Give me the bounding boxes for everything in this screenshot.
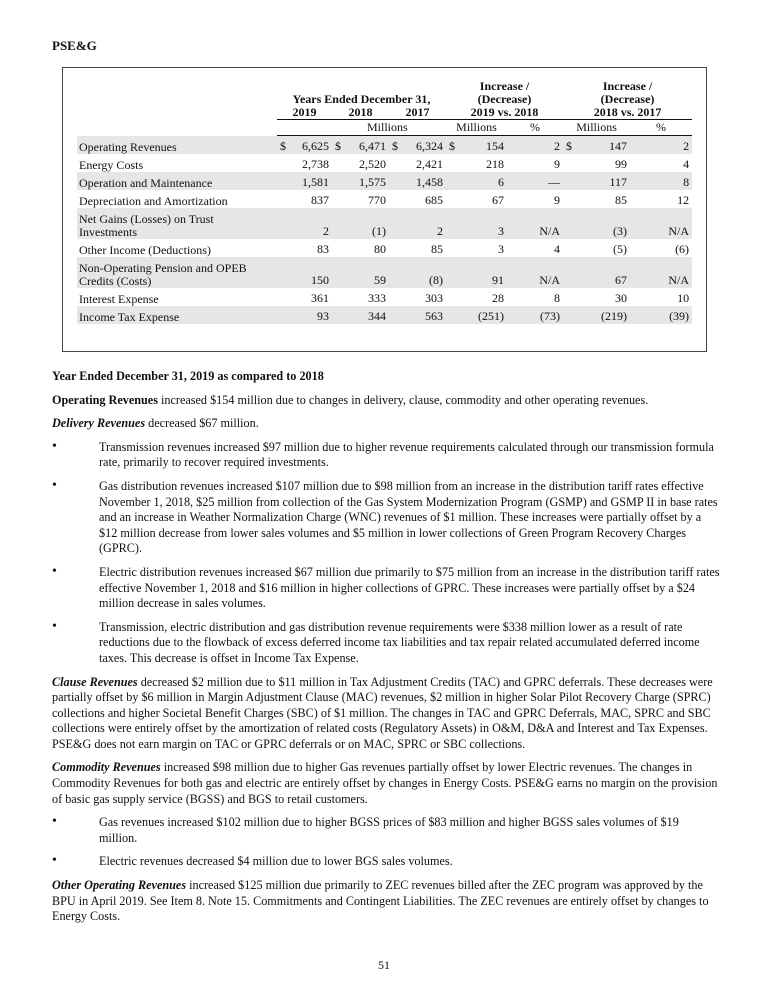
list-item: • Transmission revenues increased $97 million due to higher revenue requirements calculated through our transmission formula rate, primarily to recover required investments.: [52, 438, 714, 470]
units-percent-cmp1: %: [507, 120, 563, 136]
financial-table: [77, 80, 692, 324]
table-row: Net Gains (Losses) on Trust Investments 2 (1) 2 3 N/A (3) N/A: [77, 208, 692, 239]
year-2019-header: 2019: [277, 106, 332, 120]
comparison-2018-2017-header: 2018 vs. 2017: [563, 106, 692, 120]
increase-label-2: Increase /: [602, 79, 653, 93]
financial-table-box: [62, 67, 707, 352]
page-number: 51: [378, 958, 390, 972]
section-title: PSE&G: [52, 38, 97, 53]
bullet-icon: •: [52, 477, 57, 493]
subsection-heading: Year Ended December 31, 2019 as compared to 2018: [52, 369, 324, 383]
table-row: Operating Revenues $ 6,625 $ 6,471 $ 6,324 $ 154 2 $ 147 2: [77, 136, 692, 155]
bullet-icon: •: [52, 563, 57, 579]
paragraph-operating-revenues: Operating Revenues increased $154 million due to changes in delivery, clause, commodity and other operating revenues.: [52, 392, 649, 407]
paragraph-other-operating-revenues: Other Operating Revenues increased $125 million due primarily to ZEC revenues billed after the ZEC program was approved by the BPU in April 2019. See Item 8. Note 15. Commitments and Contingent Liabilities. The ZEC revenues are entirely offset by changes to Energy Costs.: [52, 878, 709, 924]
table-row: Non-Operating Pension and OPEB Credits (Costs) 150 59 (8) 91 N/A 67 N/A: [77, 257, 692, 288]
list-item: • Transmission, electric distribution and gas distribution revenue requirements were $338 million lower as a result of rate reductions due to the flowback of excess deferred income tax liabilities and tax repair related accumulated deferred income taxes. This decrease is offset in Income Tax Expense.: [52, 618, 700, 665]
paragraph-commodity-revenues: Commodity Revenues increased $98 million due to higher Gas revenues partially offset by lower Electric revenues. The changes in Commodity Revenues for both gas and electric are entirely offset by changes in Energy Costs. PSE&G earns no margin on the provision of basic gas supply service (BGSS) and BGS to retail customers.: [52, 760, 718, 806]
body-text: [52, 369, 720, 933]
bullet-icon: •: [52, 853, 57, 869]
list-item: • Gas revenues increased $102 million due to higher BGSS prices of $83 million and higher BGSS sales volumes of $19 million.: [52, 814, 679, 845]
table-row: Operation and Maintenance 1,581 1,575 1,458 6 — 117 8: [77, 172, 692, 190]
table-row: Depreciation and Amortization 837 770 685 67 9 85 12: [79, 193, 690, 208]
list-item: • Electric revenues decreased $4 million due to lower BGS sales volumes.: [52, 853, 453, 869]
comparison-2019-2018-header: 2019 vs. 2018: [446, 106, 563, 120]
bullet-icon: •: [52, 438, 57, 454]
list-item: • Gas distribution revenues increased $107 million due to $98 million from an increase in the distribution tariff rates effective November 1, 2018, $25 million from collection of the Gas System Modernization Program (GSMP) and GSMP II in base rates and an increase in Weather Normalization Charge (WNC) revenues of $1 million. These increases were partially offset by a $12 million decrease from lower sales volumes and $5 million in lower collections of Green Program Recovery Charges (GPRC).: [52, 477, 718, 556]
table-row: Energy Costs 2,738 2,520 2,421 218 9 99 4: [79, 157, 690, 172]
table-row: Other Income (Deductions) 83 80 85 3 4 (5) (6): [79, 242, 690, 257]
year-2018-header: 2018: [332, 106, 389, 120]
units-millions-cmp1: Millions: [446, 120, 507, 136]
increase-label-1: Increase /: [479, 79, 530, 93]
paragraph-clause-revenues: Clause Revenues decreased $2 million due to $11 million in Tax Adjustment Credits (TAC) and GPRC deferrals. These decreases were partially offset by $6 million in Margin Adjustment Clause (MAC) revenues, $2 million in higher Solar Pilot Recovery Charge (SPRC) collections and higher Societal Benefit Charges (SBC) of $1 million. The changes in TAC and GPRC Deferrals, MAC, SPRC and SBC collections were entirely offset by the amortization of related costs (Regulatory Assets) in O&M, D&A and Interest and Tax Expenses. PSE&G does not earn margin on TAC or GPRC deferrals or on MAC, SPRC or SBC collections.: [52, 674, 713, 751]
list-item: • Electric distribution revenues increased $67 million due primarily to $75 million from an increase in the distribution tariff rates effective November 1, 2018 and $16 million in higher collections of GPRC. These increases were partially offset by a $24 million decrease in sales volumes.: [52, 563, 720, 611]
table-row: Income Tax Expense 93 344 563 (251) (73) (219) (39): [77, 306, 692, 324]
table-row: Interest Expense 361 333 303 28 8 30 10: [79, 291, 690, 306]
decrease-label-2: (Decrease): [600, 92, 655, 106]
decrease-label-1: (Decrease): [477, 92, 532, 106]
units-millions: Millions: [277, 120, 446, 136]
bullet-icon: •: [52, 814, 57, 830]
years-ended-header: Years Ended December 31,: [292, 92, 431, 106]
paragraph-delivery-revenues: Delivery Revenues decreased $67 million.: [52, 416, 259, 431]
year-2017-header: 2017: [389, 106, 446, 120]
units-percent-cmp2: %: [630, 120, 692, 136]
bullet-icon: •: [52, 618, 57, 634]
units-millions-cmp2: Millions: [563, 120, 630, 136]
